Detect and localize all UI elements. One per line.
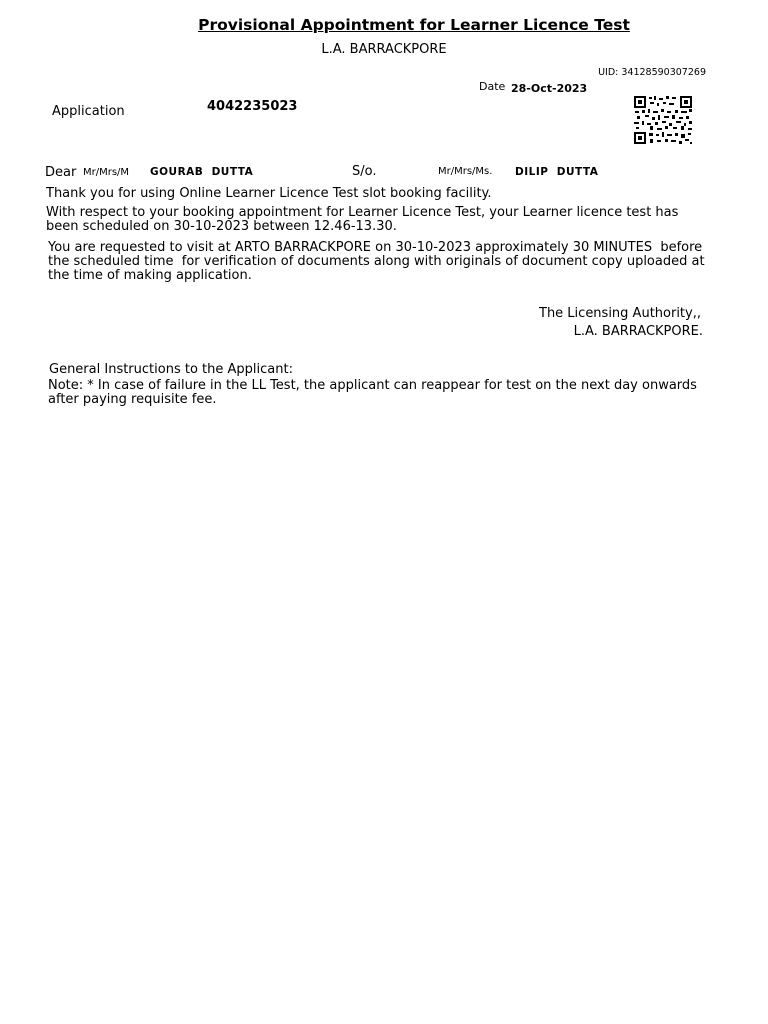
- application-label: Application: [52, 104, 125, 119]
- instructions-heading: General Instructions to the Applicant:: [49, 362, 293, 377]
- paragraph-schedule: With respect to your booking appointment for Learner Licence Test, your Learner licence test has been scheduled on 30-10-2023 between 12.46-13.30.: [46, 205, 679, 234]
- parent-honorific: Mr/Mrs/Ms.: [438, 166, 493, 177]
- applicant-honorific: Mr/Mrs/M: [83, 167, 130, 178]
- date-label: Date: [479, 80, 506, 93]
- signature-office: L.A. BARRACKPORE.: [573, 324, 703, 339]
- qr-code-icon: [633, 95, 693, 145]
- signature-authority: The Licensing Authority,,: [539, 306, 701, 321]
- parent-name: DILIP DUTTA: [515, 166, 599, 178]
- uid-text: UID: 34128590307269: [598, 67, 706, 78]
- paragraph-visit: You are requested to visit at ARTO BARRACKPORE on 30-10-2023 approximately 30 MINUTES before the scheduled time for verification of documents along with originals of document copy uploaded at the time of making application.: [48, 240, 709, 283]
- greeting-dear: Dear: [45, 165, 77, 180]
- office-name: L.A. BARRACKPORE: [321, 42, 447, 57]
- applicant-name: GOURAB DUTTA: [150, 166, 254, 178]
- date-value: 28-Oct-2023: [511, 82, 588, 95]
- paragraph-thanks: Thank you for using Online Learner Licence Test slot booking facility.: [46, 186, 492, 201]
- instructions-note: Note: * In case of failure in the LL Test, the applicant can reappear for test on the next day onwards after paying requisite fee.: [48, 378, 697, 407]
- relation-label: S/o.: [352, 164, 377, 179]
- application-number: 4042235023: [207, 99, 298, 114]
- page-title: Provisional Appointment for Learner Licence Test: [198, 16, 630, 34]
